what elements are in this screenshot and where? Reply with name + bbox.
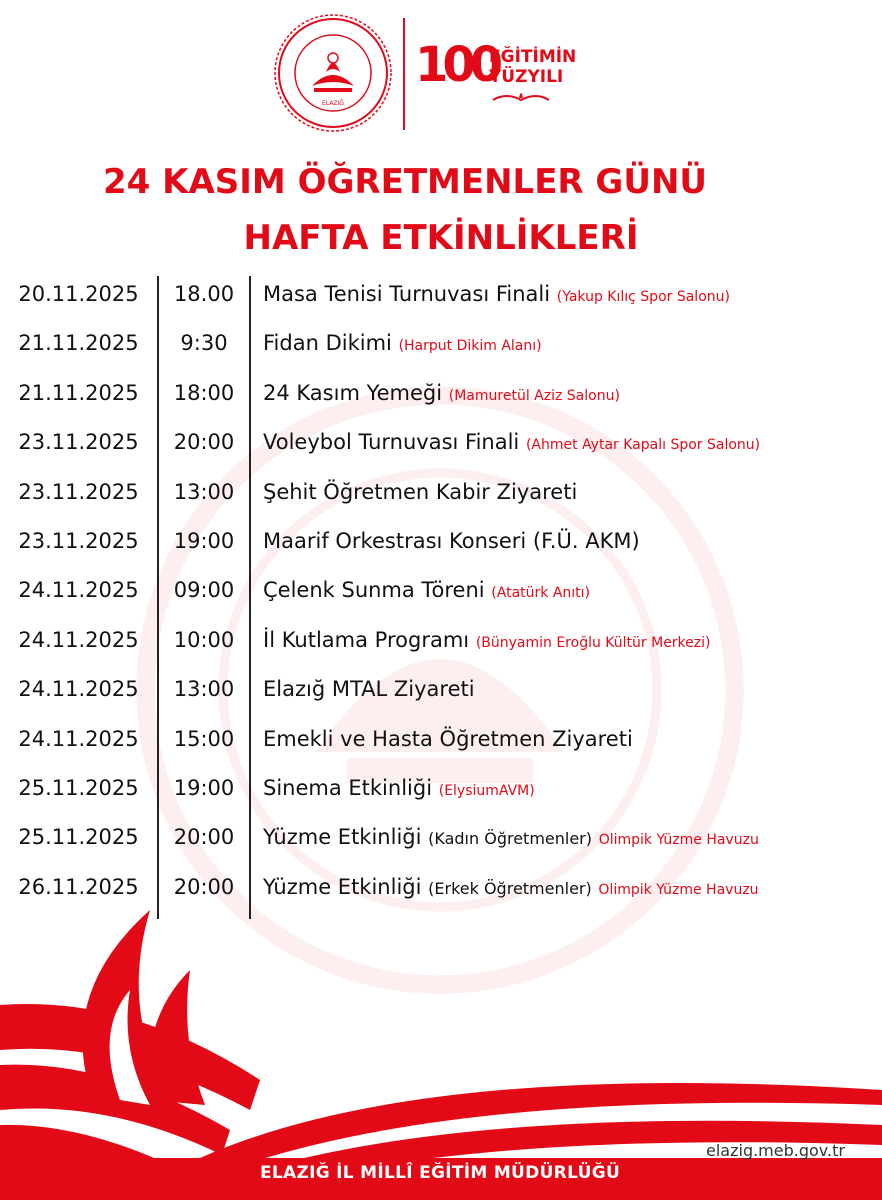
event-description — [263, 430, 760, 454]
event-time: 15:00 — [173, 727, 235, 751]
column-divider — [249, 819, 251, 869]
column-divider — [249, 721, 251, 771]
column-divider — [249, 523, 251, 573]
event-location: (Mamuretül Aziz Salonu) — [448, 388, 620, 404]
event-name: Yüzme Etkinliği — [263, 825, 422, 849]
event-location: (Yakup Kılıç Spor Salonu) — [556, 289, 730, 305]
event-time: 19:00 — [173, 529, 235, 553]
event-date: 21.11.2025 — [18, 331, 139, 355]
column-divider — [249, 572, 251, 622]
event-name: Masa Tenisi Turnuvası Finali — [263, 282, 551, 306]
event-date: 24.11.2025 — [18, 628, 139, 652]
event-location: (Harput Dikim Alanı) — [398, 338, 542, 354]
event-name: Fidan Dikimi — [263, 331, 392, 355]
schedule-row — [0, 770, 882, 820]
event-name: Voleybol Turnuvası Finali — [263, 430, 520, 454]
event-location: (ElysiumAVM) — [438, 783, 535, 799]
event-time: 18:00 — [173, 381, 235, 405]
title-line1: 24 KASIM ÖĞRETMENLER GÜNÜ — [102, 162, 708, 202]
event-name: Sinema Etkinliği — [263, 776, 433, 800]
event-date: 23.11.2025 — [18, 529, 139, 553]
schedule-row — [0, 424, 882, 474]
svg-text:ELAZIĞ: ELAZIĞ — [322, 100, 344, 107]
schedule-row — [0, 375, 882, 425]
event-date: 23.11.2025 — [18, 480, 139, 504]
schedule-row — [0, 671, 882, 721]
schedule-row — [0, 622, 882, 672]
website-url[interactable]: elazig.meb.gov.tr — [706, 1141, 845, 1160]
event-description — [263, 529, 640, 553]
event-name: Maarif Orkestrası Konseri (F.Ü. AKM) — [263, 529, 640, 553]
event-name: Emekli ve Hasta Öğretmen Ziyareti — [263, 727, 633, 751]
event-date: 25.11.2025 — [18, 825, 139, 849]
event-date: 24.11.2025 — [18, 727, 139, 751]
centennial-line1: EĞİTİMİN — [489, 47, 577, 67]
event-location: Olimpik Yüzme Havuzu — [598, 882, 759, 898]
event-time: 13:00 — [173, 677, 235, 701]
column-divider — [249, 424, 251, 474]
event-description — [263, 727, 633, 751]
column-divider — [249, 276, 251, 326]
column-divider — [249, 622, 251, 672]
schedule-row — [0, 572, 882, 622]
event-name: Şehit Öğretmen Kabir Ziyareti — [263, 480, 578, 504]
column-divider — [249, 770, 251, 820]
book-flame-icon — [491, 88, 551, 104]
event-time: 13:00 — [173, 480, 235, 504]
event-description — [263, 825, 759, 849]
event-description — [263, 628, 710, 652]
event-description — [263, 578, 590, 602]
event-time: 20:00 — [173, 825, 235, 849]
centennial-logo — [415, 30, 585, 110]
event-name: Çelenk Sunma Töreni — [263, 578, 485, 602]
event-name: Yüzme Etkinliği — [263, 875, 422, 899]
column-divider — [249, 671, 251, 721]
title-line2: HAFTA ETKİNLİKLERİ — [243, 218, 639, 258]
schedule-row — [0, 276, 882, 326]
column-divider — [249, 375, 251, 425]
event-description — [263, 480, 577, 504]
event-description — [263, 776, 535, 800]
centennial-line2: YÜZYILI — [489, 67, 564, 87]
event-date: 24.11.2025 — [18, 578, 139, 602]
event-audience: (Kadın Öğretmenler) — [428, 829, 592, 848]
event-date: 21.11.2025 — [18, 381, 139, 405]
header — [0, 0, 882, 150]
header-divider — [403, 18, 405, 130]
schedule-row — [0, 325, 882, 375]
event-description — [263, 381, 620, 405]
event-description — [263, 875, 759, 899]
organization-name: ELAZIĞ İL MİLLÎ EĞİTİM MÜDÜRLÜĞÜ — [259, 1163, 621, 1183]
event-date: 26.11.2025 — [18, 875, 139, 899]
schedule-row — [0, 819, 882, 869]
event-date: 25.11.2025 — [18, 776, 139, 800]
column-divider — [249, 325, 251, 375]
event-time: 10:00 — [173, 628, 235, 652]
event-description — [263, 331, 542, 355]
ministry-seal-logo — [272, 12, 394, 134]
event-name: 24 Kasım Yemeği — [263, 381, 443, 405]
event-location: (Bünyamin Eroğlu Kültür Merkezi) — [475, 635, 711, 651]
event-time: 20:00 — [173, 430, 235, 454]
schedule-row — [0, 523, 882, 573]
event-time: 19:00 — [173, 776, 235, 800]
event-audience: (Erkek Öğretmenler) — [428, 879, 592, 898]
centennial-number: 100 — [415, 37, 498, 93]
column-divider — [249, 474, 251, 524]
event-time: 9:30 — [180, 331, 228, 355]
event-date: 24.11.2025 — [18, 677, 139, 701]
event-location: Olimpik Yüzme Havuzu — [598, 832, 759, 848]
event-date: 23.11.2025 — [18, 430, 139, 454]
event-description — [263, 677, 475, 701]
event-description — [263, 282, 730, 306]
event-location: (Ahmet Aytar Kapalı Spor Salonu) — [525, 437, 761, 453]
event-date: 20.11.2025 — [18, 282, 139, 306]
event-time: 18.00 — [173, 282, 235, 306]
event-time: 09:00 — [173, 578, 235, 602]
event-name: İl Kutlama Programı — [263, 628, 470, 652]
event-time: 20:00 — [173, 875, 235, 899]
event-name: Elazığ MTAL Ziyareti — [263, 677, 475, 701]
event-location: (Atatürk Anıtı) — [491, 585, 591, 601]
schedule-row — [0, 721, 882, 771]
schedule-row — [0, 474, 882, 524]
